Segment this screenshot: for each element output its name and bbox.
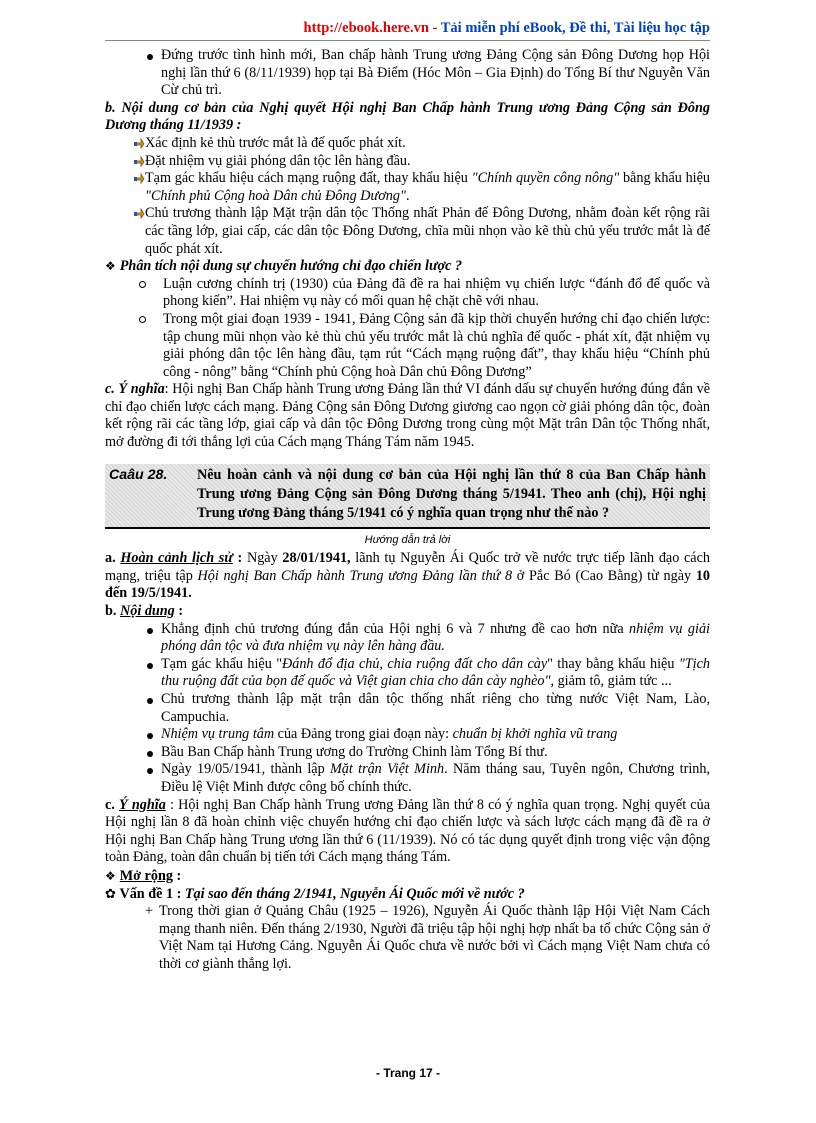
bullet-icon xyxy=(147,628,153,634)
pointing-hand-icon xyxy=(133,136,147,150)
list-item xyxy=(105,170,710,205)
meaning-c-paragraph: c. Ý nghĩa: Hội nghị Ban Chấp hành Trung ương Đảng lần thứ VI đánh dấu sự chuyển hướng đúng đắn về chỉ đạo chiến lược cách mạng. Đảng Cộng sản Đông Dương giương cao ngọn cờ giải phóng dân tộc, đoàn kết rộng rãi các tầng lớp, giai cấp và dân tộc Đông Dương trong cùng một Mặt trân Dân tộc Thống nhất, mở đường đi tới thắng lợi của Cách mạng Tháng Tám năm 1945. xyxy=(105,381,711,451)
list-item xyxy=(105,276,710,311)
circle-bullet-icon xyxy=(139,281,146,288)
issue1-answer: Trong thời gian ở Quảng Châu (1925 – 1926), Nguyễn Ái Quốc thành lập Hội Việt Nam Cách mạng thanh niên. Đến tháng 2/1930, Người đã triệu tập hội nghị hợp nhất ba tổ chức Cộng sản ở Việt Nam tại Hương Cảng. Nguyễn Ái Quốc chưa về nước bởi vì Cách mạng Việt Nam chưa có thời cơ giành thắng lợi. xyxy=(159,903,710,972)
document-body xyxy=(105,46,710,974)
section-b-item: Đặt nhiệm vụ giải phóng dân tộc lên hàng đầu. xyxy=(145,152,411,169)
section-b-item: Xác định kẻ thù trước mắt là đế quốc phát xít. xyxy=(145,134,406,151)
header-tagline: Tải miễn phí eBook, Đề thi, Tài liệu học tập xyxy=(440,20,710,36)
list-item xyxy=(105,903,710,973)
list-item: Ngày 19/05/1941, thành lập Mặt trận Việt Minh. Năm tháng sau, Tuyên ngôn, Chương trình, Điều lệ Việt Minh được công bố chính thức. xyxy=(105,761,710,796)
analysis-heading: ❖ Phân tích nội dung sự chuyển hướng chỉ đạo chiến lược ? xyxy=(105,258,463,275)
meaning-c2-label: Ý nghĩa xyxy=(119,796,166,813)
diamond-bullet-icon: ❖ xyxy=(105,868,116,883)
list-item xyxy=(105,135,710,153)
answer-guide-title: Hướng dẫn trả lời xyxy=(364,533,451,546)
intro-bullet-text: Đứng trước tình hình mới, Ban chấp hành Trung ương Đảng Cộng sản Đông Dương họp Hội nghị lần thứ 6 (8/11/1939) họp tại Bà Điểm (Hóc Môn – Gia Định) do Tổng Bí thư Nguyễn Văn Cừ chủ trì. xyxy=(161,47,710,99)
bullet-icon xyxy=(147,733,153,739)
header-url[interactable]: http://ebook.here.vn xyxy=(303,20,429,36)
header-separator: - xyxy=(428,20,441,36)
analysis-item: Trong một giai đoạn 1939 - 1941, Đảng Cộng sản đã kịp thời chuyển hướng chỉ đạo chiến lược: tập chung mũi nhọn vào kẻ thù chủ yếu trước mắt là chủ nghĩa đế quốc - phát xít, đặt nhiệm vụ giải phóng dân tộc lên hàng đầu, tạm rút “Cách mạng ruộng đất”, thay khẩu hiệu “Chính phủ công - nông” bằng “Chính phủ Cộng hoà Dân chủ Đông Dương” xyxy=(163,310,710,380)
list-item xyxy=(105,205,710,258)
question-box xyxy=(105,464,710,529)
expand-heading: ❖ Mở rộng : xyxy=(105,867,182,884)
list-item: Nhiệm vụ trung tâm của Đảng trong giai đoạn này: chuẩn bị khởi nghĩa vũ trang xyxy=(105,726,710,744)
circle-bullet-icon xyxy=(139,316,146,323)
question-text: Nêu hoàn cảnh và nội dung cơ bản của Hội nghị lần thứ 8 của Ban Chấp hành Trung ương Đảng Cộng sản Đông Dương tháng 5/1941. Theo anh (chị), Hội nghị Trung ương Đảng tháng 5/1941 có ý nghĩa quan trọng như thế nào ? xyxy=(197,466,706,521)
bullet-icon xyxy=(147,768,153,774)
list-item: Khẳng định chủ trương đúng đắn của Hội nghị 6 và 7 nhưng đề cao hơn nữa nhiệm vụ giải phóng dân tộc và đưa nhiệm vụ này lên hàng đầu. xyxy=(105,621,710,656)
meaning-c2-paragraph: c. Ý nghĩa : Hội nghị Ban Chấp hành Trung ương Đảng lần thứ 8 có ý nghĩa quan trọng. Nghị quyết của Hội nghị lần 8 đã hoàn chỉnh việc chuyển hướng chỉ đạo chiến lược và sách lược cách mạng đã đề ra ở Hội nghị Ban Chấp hàng Trung ương lần thứ 6 (11/1939). Nó có tác dụng quyết định trong việc vận động toàn Đảng, toàn dân chuẩn bị tiến tới Cách mạng tháng Tám. xyxy=(105,796,710,866)
section-b2-heading: b. Nội dung : xyxy=(105,603,184,620)
meaning-c-label: c. Ý nghĩa xyxy=(105,381,165,398)
page-number: - Trang 17 - xyxy=(375,1066,440,1080)
section-b-item: Chủ trương thành lập Mặt trận dân tộc Thống nhất Phản đế Đông Dương, nhằm đoàn kết rộng rãi các tầng lớp, giai cấp, các dân tộc Đông Dương, chĩa mũi nhọn vào kẽ thù chủ yếu trước mắt là đế quốc phát xít. xyxy=(145,205,710,257)
list-item xyxy=(105,153,710,171)
list-item: Chủ trương thành lập mặt trận dân tộc thống nhất riêng cho từng nước Việt Nam, Lào, Campuchia. xyxy=(105,691,710,726)
section-a-label: Hoàn cảnh lịch sử xyxy=(120,550,233,567)
issue1-heading: ✿ Vấn đề 1 : Tại sao đến tháng 2/1941, Nguyễn Ái Quốc mới về nước ? xyxy=(105,885,525,902)
bullet-icon xyxy=(147,751,153,757)
bullet-icon xyxy=(147,698,153,704)
list-item: Bầu Ban Chấp hành Trung ương do Trường Chinh làm Tổng Bí thư. xyxy=(105,744,710,762)
bullet-icon xyxy=(147,663,153,669)
plus-bullet-icon: + xyxy=(145,903,154,920)
pointing-hand-icon xyxy=(133,171,147,185)
diamond-bullet-icon: ❖ xyxy=(105,259,116,274)
section-a-paragraph: a. Hoàn cảnh lịch sử : Ngày 28/01/1941, lãnh tụ Nguyễn Ái Quốc trở về nước trực tiếp lãnh đạo cách mạng, triệu tập Hội nghị Ban Chấp hành Trung ương Đảng lần thứ 8 ở Pắc Bó (Cao Bằng) từ ngày 10 đến 19/5/1941. xyxy=(105,550,710,602)
list-item: Tạm gác khẩu hiệu "Đánh đổ địa chủ, chia ruộng đất cho dân cày" thay bằng khẩu hiệu "Tịch thu ruộng đất của bọn đế quốc và Việt gian chia cho dân cày nghèo", giảm tô, giảm tức ... xyxy=(105,656,710,691)
bullet-icon xyxy=(147,54,153,60)
question-label: Caâu 28. xyxy=(109,466,168,483)
pointing-hand-icon xyxy=(133,154,147,168)
list-item xyxy=(105,311,710,381)
list-item xyxy=(105,47,710,100)
section-b-item: Tạm gác khẩu hiệu cách mạng ruộng đất, thay khẩu hiệu "Chính quyền công nông" bằng khẩu hiệu "Chính phủ Cộng hoà Dân chủ Đông Dương". xyxy=(145,170,710,204)
pointing-hand-icon xyxy=(133,206,147,220)
star-flower-icon: ✿ xyxy=(105,886,116,902)
analysis-item: Luận cương chính trị (1930) của Đảng đã đề ra hai nhiệm vụ chiến lược “đánh đổ đế quốc và phong kiến”. Hai nhiệm vụ này có mối quan hệ chặt chẽ với nhau. xyxy=(163,275,710,310)
section-b-heading: b. Nội dung cơ bản của Nghị quyết Hội nghị Ban Chấp hành Trung ương Đảng Cộng sản Đông Dương tháng 11/1939 : xyxy=(105,99,710,134)
page-header xyxy=(105,20,710,41)
